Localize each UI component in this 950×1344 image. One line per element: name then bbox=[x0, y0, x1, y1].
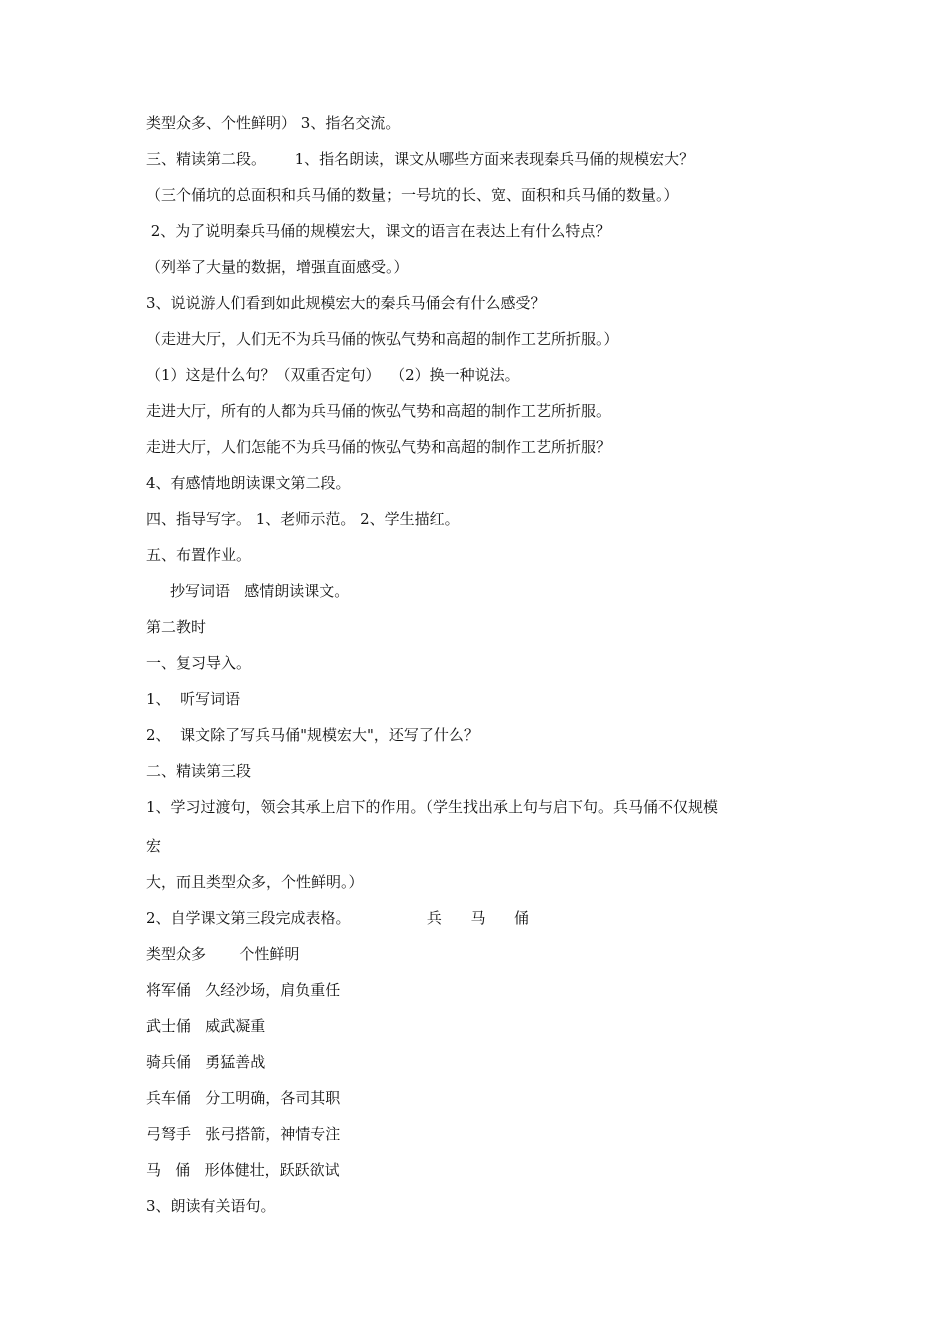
text-line: 3、朗读有关语句。 bbox=[146, 1197, 276, 1215]
section-heading: 第二教时 bbox=[146, 618, 207, 636]
text-line: 五、布置作业。 bbox=[146, 546, 252, 564]
text-line: 2、自学课文第三段完成表格。 兵 马 俑 bbox=[146, 909, 530, 927]
table-row: 将军俑 久经沙场，肩负重任 bbox=[146, 981, 341, 999]
text-line: 四、指导写字。 1、老师示范。 2、学生描红。 bbox=[146, 510, 460, 528]
text-line: 走进大厅，人们怎能不为兵马俑的恢弘气势和高超的制作工艺所折服？ bbox=[146, 438, 612, 456]
text-line: 1、 听写词语 bbox=[146, 690, 241, 708]
text-line: （三个俑坑的总面积和兵马俑的数量；一号坑的长、宽、面积和兵马俑的数量。） bbox=[146, 186, 679, 204]
text-line: 走进大厅，所有的人都为兵马俑的恢弘气势和高超的制作工艺所折服。 bbox=[146, 402, 612, 420]
text-line: 大，而且类型众多，个性鲜明。） bbox=[146, 873, 364, 891]
text-line: 1、学习过渡句，领会其承上启下的作用。（学生找出承上句与启下句。兵马俑不仅规模 bbox=[146, 798, 719, 816]
text-line: 抄写词语 感情朗读课文。 bbox=[170, 582, 350, 600]
text-line: 2、为了说明秦兵马俑的规模宏大，课文的语言在表达上有什么特点？ bbox=[146, 222, 611, 240]
table-row: 马 俑 形体健壮，跃跃欲试 bbox=[146, 1161, 340, 1179]
text-line: 3、说说游人们看到如此规模宏大的秦兵马俑会有什么感受？ bbox=[146, 294, 546, 312]
text-line: （走进大厅，人们无不为兵马俑的恢弘气势和高超的制作工艺所折服。） bbox=[146, 330, 619, 348]
table-header: 类型众多 个性鲜明 bbox=[146, 945, 300, 963]
table-row: 兵车俑 分工明确，各司其职 bbox=[146, 1089, 341, 1107]
text-line: （1）这是什么句？（双重否定句） （2）换一种说法。 bbox=[146, 366, 520, 384]
text-line: 2、 课文除了写兵马俑"规模宏大"，还写了什么？ bbox=[146, 726, 479, 744]
text-line: 宏 bbox=[146, 837, 162, 855]
text-line: 类型众多、个性鲜明） 3、指名交流。 bbox=[146, 114, 401, 132]
table-row: 武士俑 威武凝重 bbox=[146, 1017, 266, 1035]
table-row: 弓弩手 张弓搭箭，神情专注 bbox=[146, 1125, 341, 1143]
text-line: 二、精读第三段 bbox=[146, 762, 252, 780]
text-line: （列举了大量的数据，增强直面感受。） bbox=[146, 258, 409, 276]
text-line: 4、有感情地朗读课文第二段。 bbox=[146, 474, 351, 492]
text-line: 三、精读第二段。 1、指名朗读，课文从哪些方面来表现秦兵马俑的规模宏大？ bbox=[146, 150, 695, 168]
table-row: 骑兵俑 勇猛善战 bbox=[146, 1053, 266, 1071]
text-line: 一、复习导入。 bbox=[146, 654, 252, 672]
